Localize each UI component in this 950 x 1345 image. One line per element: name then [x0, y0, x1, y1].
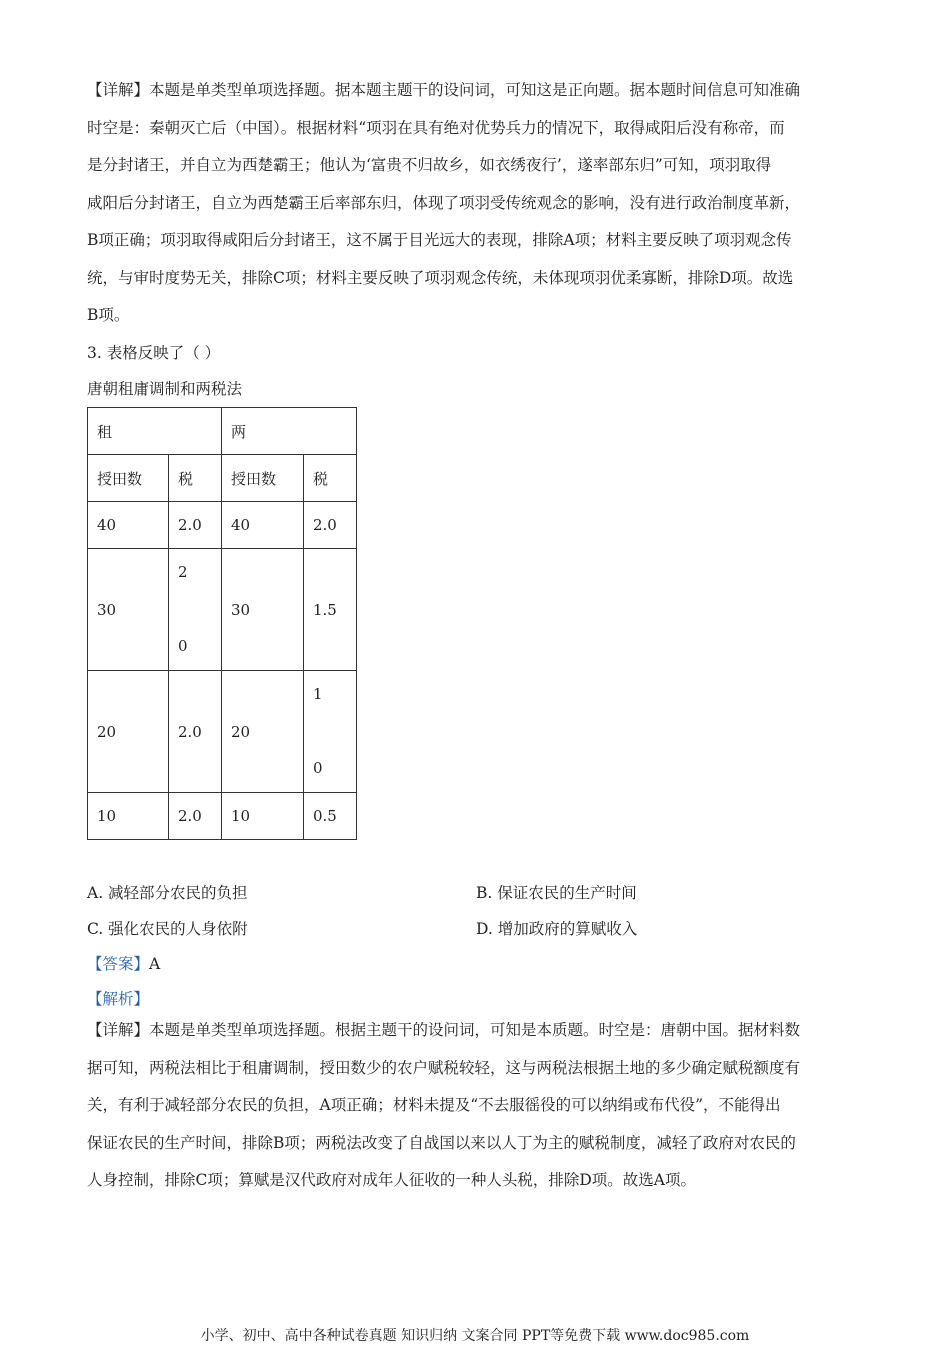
col-header-land: 授田数 [88, 455, 169, 502]
col-header-tax: 税 [169, 455, 222, 502]
text-line: 保证农民的生产时间，排除B项；两税法改变了自战国以来以人丁为主的赋税制度，减轻了政府对农民的 [87, 1133, 796, 1152]
text-line: 【详解】本题是单类型单项选择题。据本题主题干的设问词，可知这是正向题。据本题时间信息可知准确 [87, 81, 801, 99]
table-title: 唐朝租庸调制和两税法 [87, 380, 243, 398]
cell-land: 20 [88, 671, 169, 793]
option-b: B. 保证农民的生产时间 [476, 884, 637, 902]
cell-land: 10 [222, 793, 304, 840]
page-footer: 小学、初中、高中各种试卷真题 知识归纳 文案合同 PPT等免费下载 www.doc985.com [200, 1328, 750, 1344]
cell-land: 40 [222, 502, 304, 549]
cell-tax: 2.0 [169, 671, 222, 793]
cell-land: 40 [88, 502, 169, 549]
cell-tax-digit: 0 [178, 637, 188, 655]
table-row [88, 793, 357, 840]
col-header-land: 授田数 [222, 455, 304, 502]
cell-tax-wrapped [169, 549, 222, 671]
cell-land: 10 [88, 793, 169, 840]
cell-tax-digit [313, 713, 356, 750]
cell-tax: 2.0 [304, 502, 357, 549]
cell-tax: 1.5 [304, 549, 357, 671]
answer-label: 【答案】 [87, 955, 150, 973]
detail-paragraph-2 [87, 1012, 862, 1200]
text-line: 据可知，两税法相比于租庸调制，授田数少的农户赋税较轻，这与两税法根据土地的多少确定赋税额度有 [87, 1058, 801, 1077]
option-a: A. 减轻部分农民的负担 [87, 884, 248, 902]
cell-tax: 2.0 [169, 502, 222, 549]
option-c: C. 强化农民的人身依附 [87, 920, 248, 938]
cell-tax-digit: 2 [178, 563, 188, 581]
text-line: 统，与审时度势无关，排除C项；材料主要反映了项羽观念传统，未体现项羽优柔寡断，排除D项。故选 [87, 268, 794, 287]
cell-tax-digit: 0 [313, 759, 323, 777]
text-line: B项。 [87, 306, 130, 324]
text-line: 【详解】本题是单类型单项选择题。根据主题干的设问词，可知是本质题。时空是：唐朝中国。据材料数 [87, 1021, 801, 1039]
analysis-label: 【解析】 [87, 990, 150, 1008]
group-header-zuyong: 租 [88, 408, 222, 455]
cell-tax-wrapped [304, 671, 357, 793]
cell-tax: 2.0 [169, 793, 222, 840]
cell-tax-digit [178, 591, 221, 628]
text-line: 时空是：秦朝灭亡后（中国）。根据材料“项羽在具有绝对优势兵力的情况下，取得咸阳后没有称帝，而 [87, 118, 785, 137]
table-row [88, 549, 357, 671]
table-row [88, 502, 357, 549]
text-line: 人身控制，排除C项；算赋是汉代政府对成年人征收的一种人头税，排除D项。故选A项。 [87, 1171, 696, 1189]
cell-tax-digit: 1 [313, 685, 323, 703]
text-line: B项正确；项羽取得咸阳后分封诸王，这不属于目光远大的表现，排除A项；材料主要反映了项羽观念传 [87, 231, 792, 249]
text-line: 咸阳后分封诸王，自立为西楚霸王后率部东归，体现了项羽受传统观念的影响，没有进行政治制度革新， [87, 193, 801, 212]
cell-land: 30 [222, 549, 304, 671]
group-header-liangshui: 两 [222, 408, 357, 455]
question-stem: 3. 表格反映了（ ） [87, 344, 221, 362]
cell-land: 20 [222, 671, 304, 793]
answer-value: A [149, 955, 161, 973]
tax-comparison-table [87, 407, 357, 840]
col-header-tax: 税 [304, 455, 357, 502]
table-row [88, 671, 357, 793]
text-line: 关，有利于减轻部分农民的负担，A项正确；材料未提及“不去服徭役的可以纳绢或布代役”，不能得出 [87, 1096, 781, 1114]
cell-tax: 0.5 [304, 793, 357, 840]
cell-land: 30 [88, 549, 169, 671]
option-d: D. 增加政府的算赋收入 [476, 920, 638, 938]
text-line: 是分封诸王，并自立为西楚霸王；他认为‘富贵不归故乡，如衣绣夜行’，遂率部东归”可知，项羽取得 [87, 156, 772, 174]
detail-paragraph-1 [87, 72, 862, 335]
answer-line [87, 952, 160, 974]
